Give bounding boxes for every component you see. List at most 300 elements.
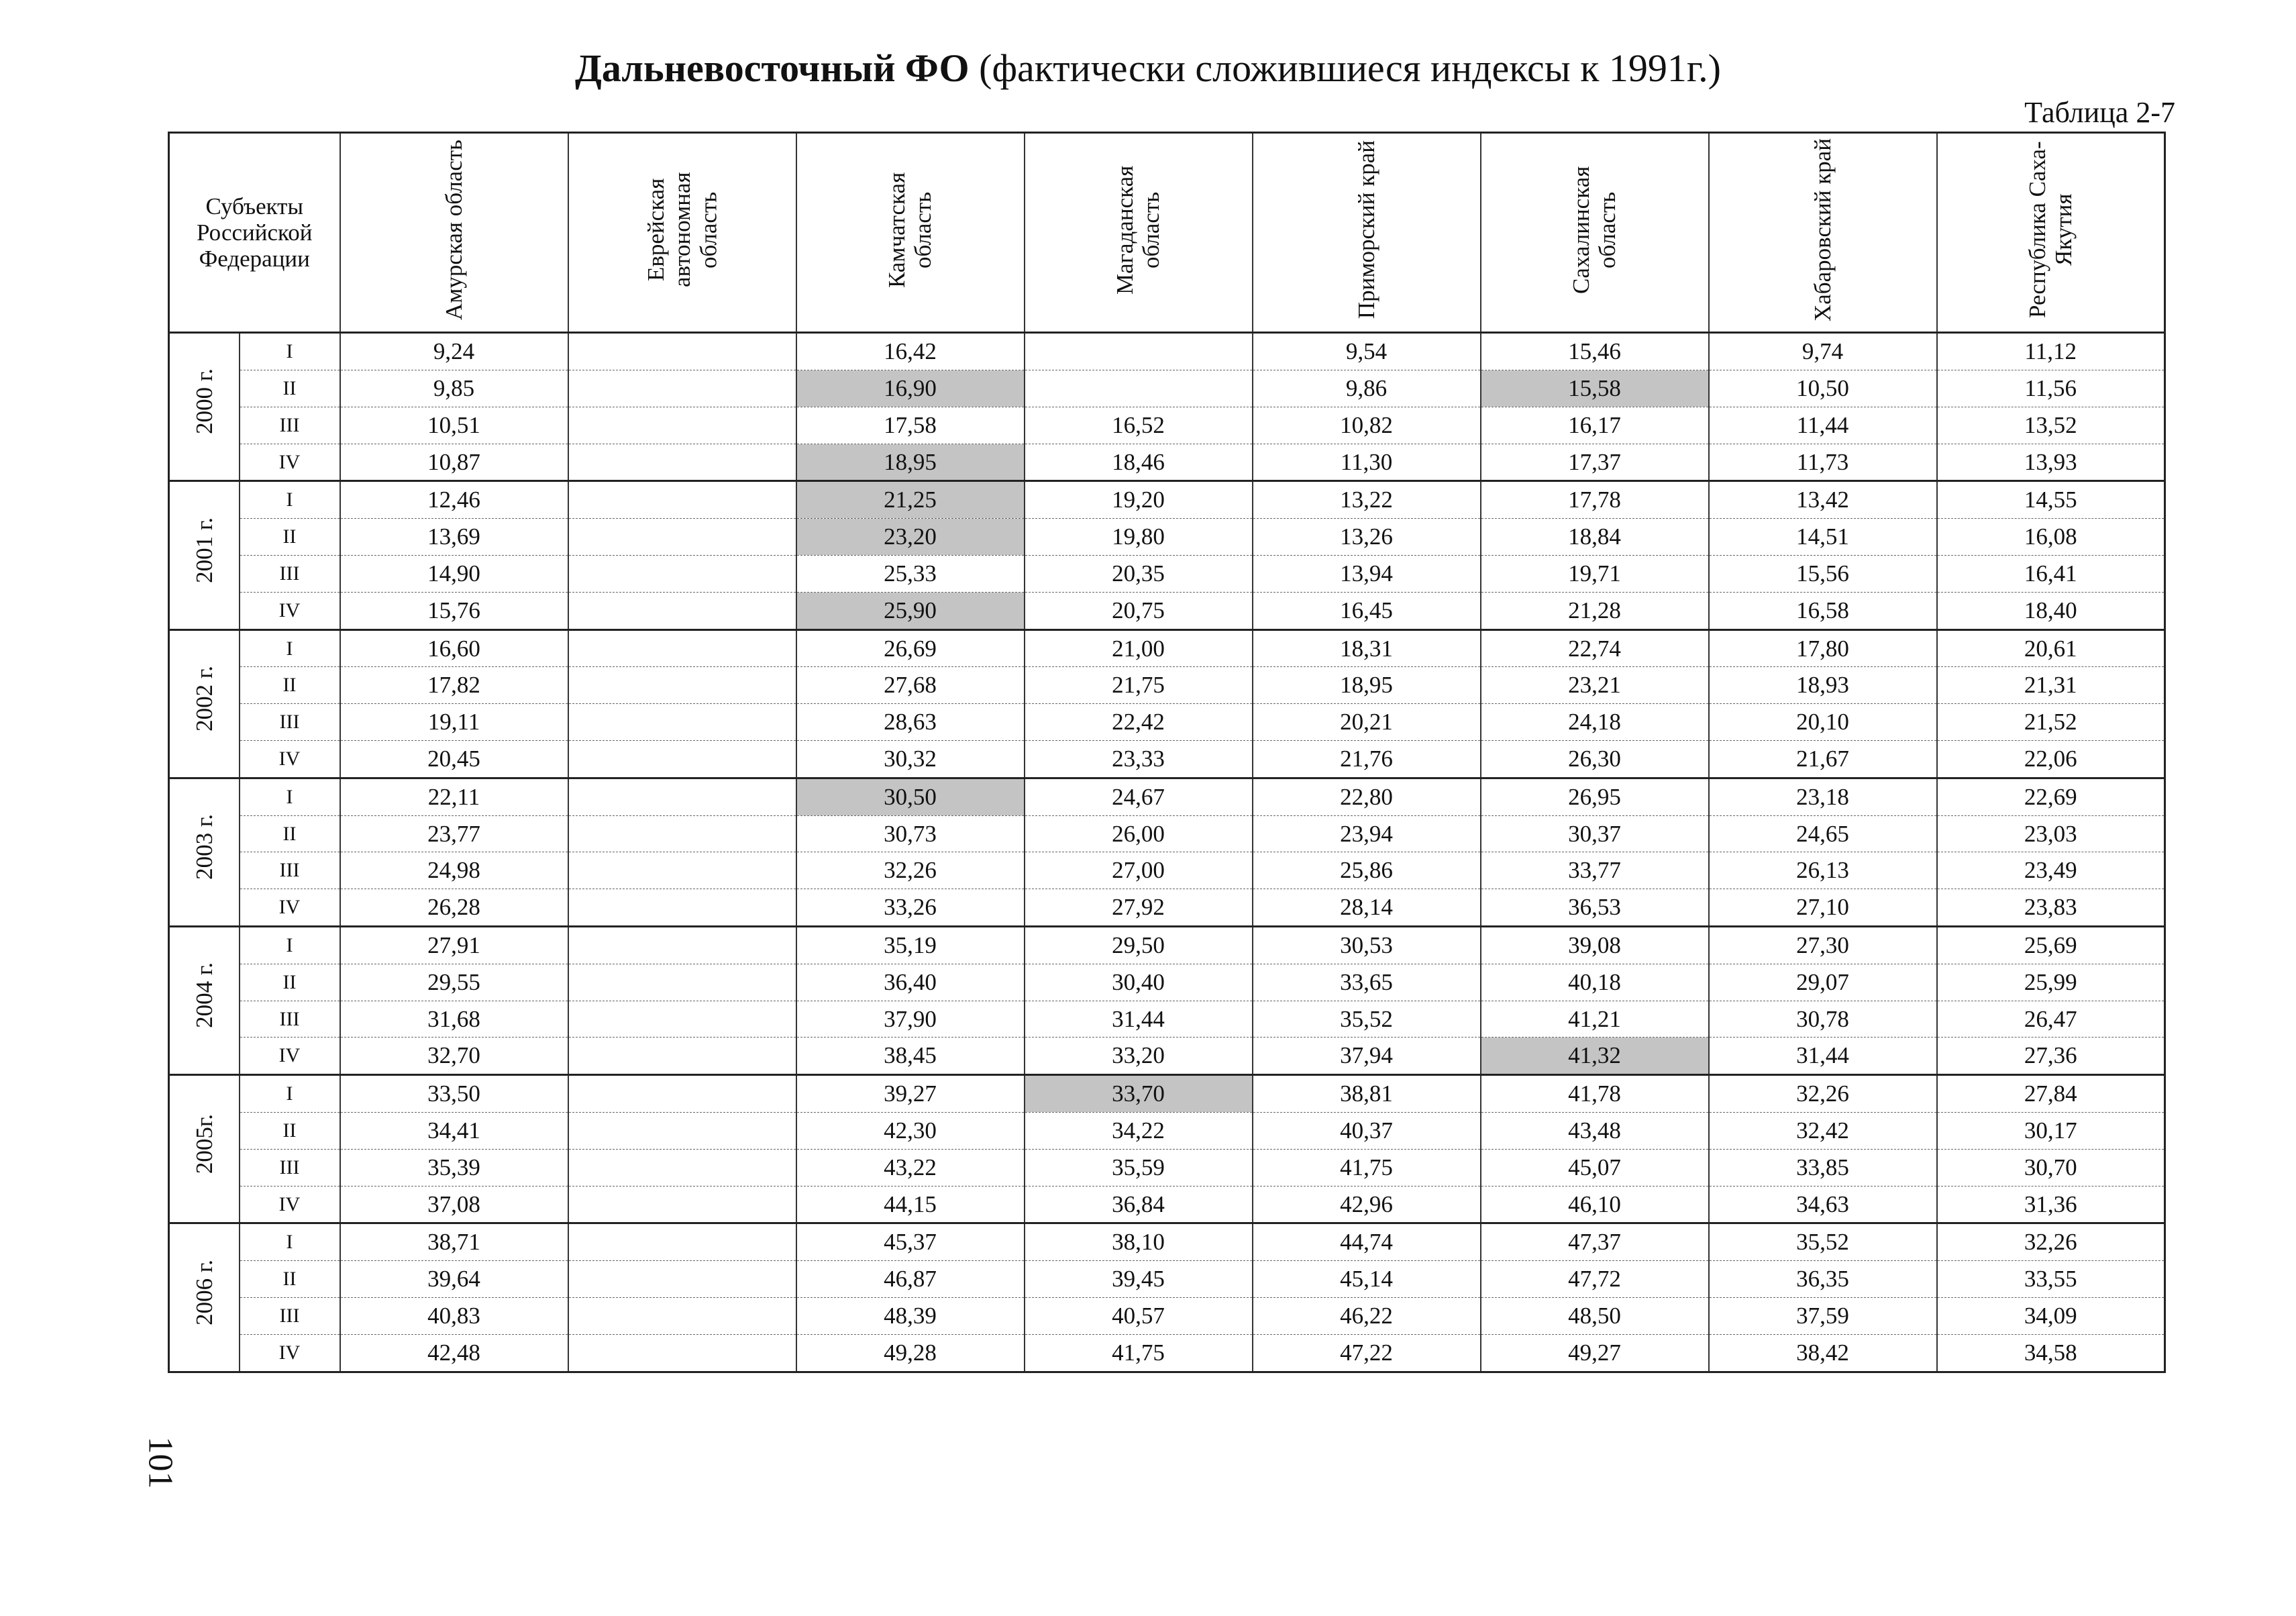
- quarter-cell: II: [240, 1261, 340, 1298]
- value-cell: [568, 815, 796, 852]
- value-cell: 19,80: [1025, 519, 1253, 556]
- value-cell: 31,44: [1709, 1038, 1937, 1075]
- value-cell: 30,70: [1937, 1149, 2165, 1186]
- column-header: [796, 133, 1025, 333]
- value-cell: 11,56: [1937, 370, 2165, 407]
- column-header: [1253, 133, 1481, 333]
- value-cell: 46,10: [1481, 1186, 1709, 1223]
- table-row: [169, 444, 2165, 481]
- value-cell: 16,90: [796, 370, 1025, 407]
- value-cell: [568, 852, 796, 889]
- table-row: [169, 964, 2165, 1001]
- value-cell: 13,69: [340, 519, 568, 556]
- value-cell: 9,86: [1253, 370, 1481, 407]
- value-cell: 45,37: [796, 1223, 1025, 1261]
- value-cell: 33,26: [796, 889, 1025, 927]
- value-cell: 33,55: [1937, 1261, 2165, 1298]
- value-cell: 29,50: [1025, 926, 1253, 964]
- value-cell: 23,18: [1709, 778, 1937, 815]
- column-header: [568, 133, 796, 333]
- value-cell: 33,50: [340, 1075, 568, 1113]
- year-label: 2000 г.: [191, 368, 217, 435]
- quarter-cell: IV: [240, 444, 340, 481]
- year-cell: [169, 333, 240, 481]
- value-cell: 41,78: [1481, 1075, 1709, 1113]
- value-cell: 25,86: [1253, 852, 1481, 889]
- value-cell: 21,00: [1025, 629, 1253, 667]
- table-row: [169, 333, 2165, 370]
- quarter-cell: III: [240, 555, 340, 592]
- value-cell: 39,64: [340, 1261, 568, 1298]
- value-cell: 45,07: [1481, 1149, 1709, 1186]
- value-cell: 36,53: [1481, 889, 1709, 927]
- value-cell: 42,30: [796, 1112, 1025, 1149]
- quarter-cell: IV: [240, 592, 340, 629]
- value-cell: [568, 926, 796, 964]
- value-cell: 30,17: [1937, 1112, 2165, 1149]
- table-row: [169, 926, 2165, 964]
- value-cell: 10,51: [340, 407, 568, 444]
- quarter-cell: IV: [240, 1186, 340, 1223]
- value-cell: 26,47: [1937, 1001, 2165, 1038]
- quarter-cell: I: [240, 481, 340, 519]
- column-header-label: Сахалинская область: [1568, 166, 1621, 294]
- value-cell: 14,51: [1709, 519, 1937, 556]
- quarter-cell: III: [240, 852, 340, 889]
- value-cell: 26,00: [1025, 815, 1253, 852]
- value-cell: 16,60: [340, 629, 568, 667]
- value-cell: 10,82: [1253, 407, 1481, 444]
- value-cell: 22,69: [1937, 778, 2165, 815]
- value-cell: 32,26: [1709, 1075, 1937, 1113]
- value-cell: 18,31: [1253, 629, 1481, 667]
- value-cell: 38,45: [796, 1038, 1025, 1075]
- value-cell: [1025, 333, 1253, 370]
- year-label: 2003 г.: [191, 813, 217, 880]
- quarter-cell: I: [240, 1075, 340, 1113]
- value-cell: 41,75: [1025, 1334, 1253, 1372]
- quarter-cell: I: [240, 926, 340, 964]
- column-header: [340, 133, 568, 333]
- value-cell: 24,65: [1709, 815, 1937, 852]
- table-row: [169, 1149, 2165, 1186]
- value-cell: 43,48: [1481, 1112, 1709, 1149]
- value-cell: 35,39: [340, 1149, 568, 1186]
- value-cell: 20,21: [1253, 704, 1481, 741]
- value-cell: 15,76: [340, 592, 568, 629]
- value-cell: [568, 778, 796, 815]
- value-cell: 17,37: [1481, 444, 1709, 481]
- value-cell: 40,18: [1481, 964, 1709, 1001]
- value-cell: 32,42: [1709, 1112, 1937, 1149]
- value-cell: 11,73: [1709, 444, 1937, 481]
- value-cell: 18,84: [1481, 519, 1709, 556]
- table-row: [169, 1112, 2165, 1149]
- value-cell: 30,78: [1709, 1001, 1937, 1038]
- value-cell: 30,32: [796, 740, 1025, 778]
- value-cell: 22,80: [1253, 778, 1481, 815]
- value-cell: 38,42: [1709, 1334, 1937, 1372]
- quarter-cell: II: [240, 964, 340, 1001]
- value-cell: 46,87: [796, 1261, 1025, 1298]
- value-cell: 21,28: [1481, 592, 1709, 629]
- quarter-cell: III: [240, 407, 340, 444]
- value-cell: 26,30: [1481, 740, 1709, 778]
- value-cell: 11,30: [1253, 444, 1481, 481]
- value-cell: 27,10: [1709, 889, 1937, 927]
- value-cell: 39,08: [1481, 926, 1709, 964]
- value-cell: 21,25: [796, 481, 1025, 519]
- value-cell: 23,20: [796, 519, 1025, 556]
- value-cell: [568, 1297, 796, 1334]
- table-row: [169, 1075, 2165, 1113]
- table-row: [169, 852, 2165, 889]
- value-cell: 13,26: [1253, 519, 1481, 556]
- table-row: [169, 667, 2165, 704]
- value-cell: 23,77: [340, 815, 568, 852]
- value-cell: 21,76: [1253, 740, 1481, 778]
- value-cell: 22,42: [1025, 704, 1253, 741]
- value-cell: 23,33: [1025, 740, 1253, 778]
- table-row: [169, 1223, 2165, 1261]
- value-cell: 26,28: [340, 889, 568, 927]
- value-cell: 44,15: [796, 1186, 1025, 1223]
- value-cell: 34,22: [1025, 1112, 1253, 1149]
- value-cell: 43,22: [796, 1149, 1025, 1186]
- value-cell: 9,85: [340, 370, 568, 407]
- value-cell: 47,22: [1253, 1334, 1481, 1372]
- quarter-cell: I: [240, 1223, 340, 1261]
- value-cell: [568, 704, 796, 741]
- year-cell: [169, 481, 240, 629]
- value-cell: 13,22: [1253, 481, 1481, 519]
- value-cell: [568, 481, 796, 519]
- value-cell: 49,27: [1481, 1334, 1709, 1372]
- value-cell: 31,68: [340, 1001, 568, 1038]
- quarter-cell: III: [240, 1149, 340, 1186]
- value-cell: 34,58: [1937, 1334, 2165, 1372]
- value-cell: 35,59: [1025, 1149, 1253, 1186]
- value-cell: 28,14: [1253, 889, 1481, 927]
- value-cell: 21,67: [1709, 740, 1937, 778]
- value-cell: [568, 740, 796, 778]
- value-cell: 48,50: [1481, 1297, 1709, 1334]
- value-cell: 19,20: [1025, 481, 1253, 519]
- value-cell: 11,12: [1937, 333, 2165, 370]
- value-cell: 25,99: [1937, 964, 2165, 1001]
- value-cell: 37,90: [796, 1001, 1025, 1038]
- value-cell: 15,58: [1481, 370, 1709, 407]
- table-row: [169, 1261, 2165, 1298]
- value-cell: 27,91: [340, 926, 568, 964]
- value-cell: 40,57: [1025, 1297, 1253, 1334]
- year-cell: [169, 629, 240, 778]
- year-cell: [169, 1075, 240, 1223]
- value-cell: 30,53: [1253, 926, 1481, 964]
- value-cell: [568, 667, 796, 704]
- value-cell: 28,63: [796, 704, 1025, 741]
- value-cell: [568, 889, 796, 927]
- value-cell: 23,94: [1253, 815, 1481, 852]
- value-cell: 48,39: [796, 1297, 1025, 1334]
- value-cell: 40,83: [340, 1297, 568, 1334]
- value-cell: 21,31: [1937, 667, 2165, 704]
- value-cell: 31,44: [1025, 1001, 1253, 1038]
- value-cell: 16,17: [1481, 407, 1709, 444]
- value-cell: 33,65: [1253, 964, 1481, 1001]
- value-cell: 32,70: [340, 1038, 568, 1075]
- value-cell: 22,74: [1481, 629, 1709, 667]
- quarter-cell: II: [240, 1112, 340, 1149]
- value-cell: 25,69: [1937, 926, 2165, 964]
- value-cell: 32,26: [1937, 1223, 2165, 1261]
- value-cell: 44,74: [1253, 1223, 1481, 1261]
- value-cell: 37,59: [1709, 1297, 1937, 1334]
- table-row: [169, 704, 2165, 741]
- value-cell: [568, 407, 796, 444]
- title-rest: (фактически сложившиеся индексы к 1991г.): [969, 46, 1721, 90]
- table-row: [169, 555, 2165, 592]
- table-row: [169, 889, 2165, 927]
- value-cell: 35,19: [796, 926, 1025, 964]
- value-cell: 35,52: [1709, 1223, 1937, 1261]
- table-row: [169, 778, 2165, 815]
- header-row: [169, 133, 2165, 333]
- value-cell: 33,20: [1025, 1038, 1253, 1075]
- column-header: [1937, 133, 2165, 333]
- year-label: 2004 г.: [191, 962, 217, 1029]
- value-cell: 23,21: [1481, 667, 1709, 704]
- value-cell: 22,11: [340, 778, 568, 815]
- column-header-label: Магаданская область: [1112, 165, 1165, 295]
- value-cell: 27,92: [1025, 889, 1253, 927]
- quarter-cell: II: [240, 815, 340, 852]
- value-cell: 25,90: [796, 592, 1025, 629]
- value-cell: 20,35: [1025, 555, 1253, 592]
- value-cell: [568, 1001, 796, 1038]
- value-cell: 21,75: [1025, 667, 1253, 704]
- value-cell: 41,75: [1253, 1149, 1481, 1186]
- table-row: [169, 592, 2165, 629]
- quarter-cell: IV: [240, 740, 340, 778]
- value-cell: 42,48: [340, 1334, 568, 1372]
- column-header: [1481, 133, 1709, 333]
- value-cell: 14,55: [1937, 481, 2165, 519]
- value-cell: 19,11: [340, 704, 568, 741]
- quarter-cell: I: [240, 333, 340, 370]
- value-cell: 36,35: [1709, 1261, 1937, 1298]
- value-cell: 30,73: [796, 815, 1025, 852]
- value-cell: 37,94: [1253, 1038, 1481, 1075]
- corner-header: Субъекты Российской Федерации: [169, 133, 340, 333]
- value-cell: 18,93: [1709, 667, 1937, 704]
- value-cell: 41,21: [1481, 1001, 1709, 1038]
- table-row: [169, 407, 2165, 444]
- value-cell: 27,84: [1937, 1075, 2165, 1113]
- value-cell: 20,75: [1025, 592, 1253, 629]
- value-cell: 16,58: [1709, 592, 1937, 629]
- year-label: 2006 г.: [191, 1259, 217, 1325]
- table-row: [169, 1334, 2165, 1372]
- value-cell: 27,36: [1937, 1038, 2165, 1075]
- quarter-cell: II: [240, 667, 340, 704]
- table-row: [169, 519, 2165, 556]
- column-header-label: Хабаровский край: [1809, 138, 1836, 321]
- table-label: Таблица 2-7: [2024, 96, 2175, 129]
- value-cell: 34,63: [1709, 1186, 1937, 1223]
- value-cell: [568, 1223, 796, 1261]
- quarter-cell: IV: [240, 889, 340, 927]
- value-cell: 25,33: [796, 555, 1025, 592]
- value-cell: [568, 629, 796, 667]
- value-cell: 38,10: [1025, 1223, 1253, 1261]
- value-cell: 46,22: [1253, 1297, 1481, 1334]
- value-cell: [568, 1261, 796, 1298]
- value-cell: 29,07: [1709, 964, 1937, 1001]
- value-cell: 30,50: [796, 778, 1025, 815]
- title-bold: Дальневосточный ФО: [575, 46, 970, 90]
- table-row: [169, 1297, 2165, 1334]
- table-row: [169, 1186, 2165, 1223]
- column-header-label: Еврейская автономная область: [642, 172, 722, 288]
- table-row: [169, 1038, 2165, 1075]
- value-cell: 38,71: [340, 1223, 568, 1261]
- value-cell: 35,52: [1253, 1001, 1481, 1038]
- value-cell: 41,32: [1481, 1038, 1709, 1075]
- value-cell: 17,80: [1709, 629, 1937, 667]
- value-cell: 9,54: [1253, 333, 1481, 370]
- value-cell: [568, 519, 796, 556]
- column-header-label: Приморский край: [1353, 140, 1379, 319]
- page-title: [0, 46, 2296, 91]
- page-number: 101: [141, 1436, 180, 1489]
- value-cell: [568, 592, 796, 629]
- value-cell: 30,40: [1025, 964, 1253, 1001]
- value-cell: [568, 370, 796, 407]
- value-cell: 18,95: [1253, 667, 1481, 704]
- value-cell: [568, 1186, 796, 1223]
- value-cell: 13,94: [1253, 555, 1481, 592]
- quarter-cell: III: [240, 1001, 340, 1038]
- value-cell: 15,56: [1709, 555, 1937, 592]
- table-row: [169, 481, 2165, 519]
- value-cell: 27,00: [1025, 852, 1253, 889]
- column-header-label: Камчатская область: [884, 172, 937, 288]
- value-cell: 20,10: [1709, 704, 1937, 741]
- value-cell: 12,46: [340, 481, 568, 519]
- value-cell: [568, 964, 796, 1001]
- value-cell: 18,46: [1025, 444, 1253, 481]
- value-cell: 33,77: [1481, 852, 1709, 889]
- value-cell: 37,08: [340, 1186, 568, 1223]
- column-header: [1025, 133, 1253, 333]
- value-cell: 42,96: [1253, 1186, 1481, 1223]
- value-cell: 16,08: [1937, 519, 2165, 556]
- value-cell: 16,52: [1025, 407, 1253, 444]
- column-header-label: Амурская область: [440, 139, 467, 321]
- value-cell: 33,70: [1025, 1075, 1253, 1113]
- quarter-cell: I: [240, 629, 340, 667]
- year-label: 2005г.: [191, 1113, 217, 1174]
- value-cell: 18,95: [796, 444, 1025, 481]
- value-cell: [568, 1112, 796, 1149]
- value-cell: 9,24: [340, 333, 568, 370]
- value-cell: 21,52: [1937, 704, 2165, 741]
- value-cell: 34,09: [1937, 1297, 2165, 1334]
- quarter-cell: II: [240, 519, 340, 556]
- quarter-cell: II: [240, 370, 340, 407]
- table-row: [169, 815, 2165, 852]
- value-cell: 20,45: [340, 740, 568, 778]
- table-row: [169, 629, 2165, 667]
- value-cell: 10,50: [1709, 370, 1937, 407]
- value-cell: [568, 333, 796, 370]
- value-cell: [568, 1334, 796, 1372]
- value-cell: 29,55: [340, 964, 568, 1001]
- value-cell: 14,90: [340, 555, 568, 592]
- data-table: [168, 132, 2166, 1373]
- value-cell: 20,61: [1937, 629, 2165, 667]
- quarter-cell: IV: [240, 1334, 340, 1372]
- value-cell: 26,95: [1481, 778, 1709, 815]
- value-cell: 11,44: [1709, 407, 1937, 444]
- value-cell: 19,71: [1481, 555, 1709, 592]
- value-cell: 27,30: [1709, 926, 1937, 964]
- value-cell: 17,82: [340, 667, 568, 704]
- value-cell: 23,49: [1937, 852, 2165, 889]
- value-cell: 13,52: [1937, 407, 2165, 444]
- value-cell: 30,37: [1481, 815, 1709, 852]
- value-cell: 32,26: [796, 852, 1025, 889]
- value-cell: 17,58: [796, 407, 1025, 444]
- table-row: [169, 740, 2165, 778]
- value-cell: [568, 555, 796, 592]
- value-cell: 36,84: [1025, 1186, 1253, 1223]
- year-cell: [169, 926, 240, 1074]
- value-cell: 16,45: [1253, 592, 1481, 629]
- value-cell: 33,85: [1709, 1149, 1937, 1186]
- year-label: 2002 г.: [191, 665, 217, 731]
- value-cell: 23,03: [1937, 815, 2165, 852]
- value-cell: 49,28: [796, 1334, 1025, 1372]
- value-cell: 34,41: [340, 1112, 568, 1149]
- value-cell: [568, 1038, 796, 1075]
- table-row: [169, 370, 2165, 407]
- value-cell: 26,69: [796, 629, 1025, 667]
- value-cell: 22,06: [1937, 740, 2165, 778]
- value-cell: 24,98: [340, 852, 568, 889]
- value-cell: 47,72: [1481, 1261, 1709, 1298]
- value-cell: 27,68: [796, 667, 1025, 704]
- value-cell: 24,18: [1481, 704, 1709, 741]
- year-label: 2001 г.: [191, 517, 217, 583]
- column-header: [1709, 133, 1937, 333]
- year-cell: [169, 1223, 240, 1372]
- value-cell: 39,45: [1025, 1261, 1253, 1298]
- value-cell: 38,81: [1253, 1075, 1481, 1113]
- value-cell: 16,42: [796, 333, 1025, 370]
- year-cell: [169, 778, 240, 926]
- value-cell: [568, 1075, 796, 1113]
- quarter-cell: III: [240, 1297, 340, 1334]
- value-cell: 16,41: [1937, 555, 2165, 592]
- value-cell: 23,83: [1937, 889, 2165, 927]
- value-cell: 17,78: [1481, 481, 1709, 519]
- value-cell: 10,87: [340, 444, 568, 481]
- value-cell: [568, 444, 796, 481]
- value-cell: [1025, 370, 1253, 407]
- value-cell: 15,46: [1481, 333, 1709, 370]
